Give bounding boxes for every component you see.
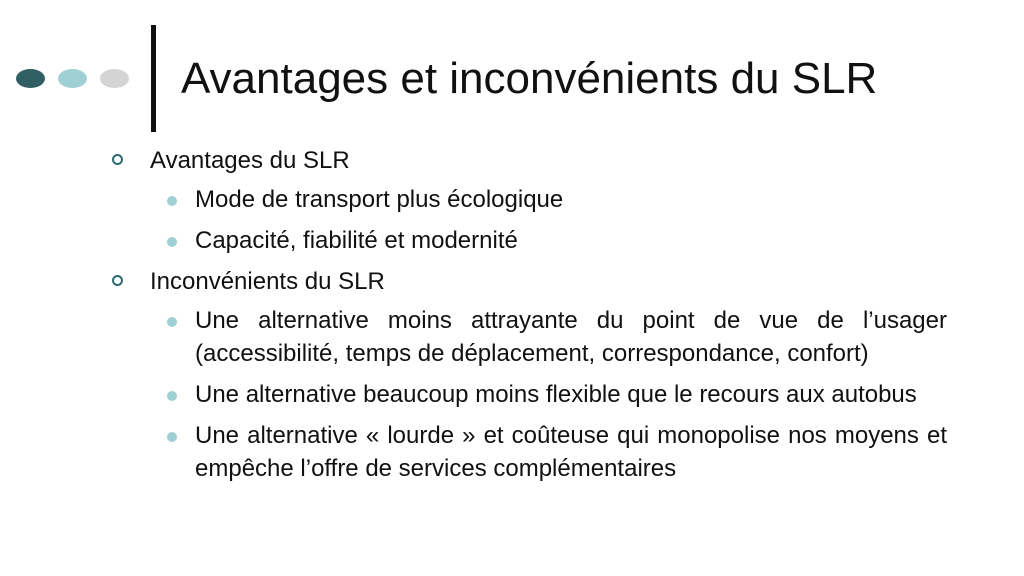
section-heading: Inconvénients du SLR bbox=[150, 268, 385, 295]
dot-bullet-icon bbox=[167, 237, 177, 247]
dot-bullet-icon bbox=[167, 391, 177, 401]
disadvantages-list bbox=[150, 304, 947, 485]
dot-gray-icon bbox=[100, 69, 129, 88]
list-item bbox=[150, 224, 947, 257]
decorative-dots bbox=[16, 69, 129, 88]
list-item-text: Une alternative moins attrayante du point de vue de l’usager (accessibilité, temps de déplacement, correspondance, confort) bbox=[195, 307, 947, 367]
list-item bbox=[150, 378, 947, 411]
section-disadvantages bbox=[112, 265, 947, 485]
dot-bullet-icon bbox=[167, 196, 177, 206]
list-item-text: Mode de transport plus écologique bbox=[195, 186, 564, 213]
dot-bullet-icon bbox=[167, 432, 177, 442]
dot-dark-icon bbox=[16, 69, 45, 88]
list-item-text: Une alternative beaucoup moins flexible que le recours aux autobus bbox=[195, 381, 917, 408]
list-item-text: Capacité, fiabilité et modernité bbox=[195, 227, 518, 254]
list-item-text: Une alternative « lourde » et coûteuse qui monopolise nos moyens et empêche l’offre de services complémentaires bbox=[195, 422, 947, 482]
ring-bullet-icon bbox=[112, 154, 123, 165]
section-advantages bbox=[112, 144, 947, 257]
ring-bullet-icon bbox=[112, 275, 123, 286]
advantages-list bbox=[150, 183, 947, 257]
section-heading: Avantages du SLR bbox=[150, 147, 350, 174]
slide-content bbox=[112, 144, 947, 493]
list-item bbox=[150, 304, 947, 370]
dot-bullet-icon bbox=[167, 317, 177, 327]
dot-light-teal-icon bbox=[58, 69, 87, 88]
list-item bbox=[150, 419, 947, 485]
title-divider bbox=[151, 25, 156, 132]
list-item bbox=[150, 183, 947, 216]
slide-title: Avantages et inconvénients du SLR bbox=[181, 54, 878, 103]
